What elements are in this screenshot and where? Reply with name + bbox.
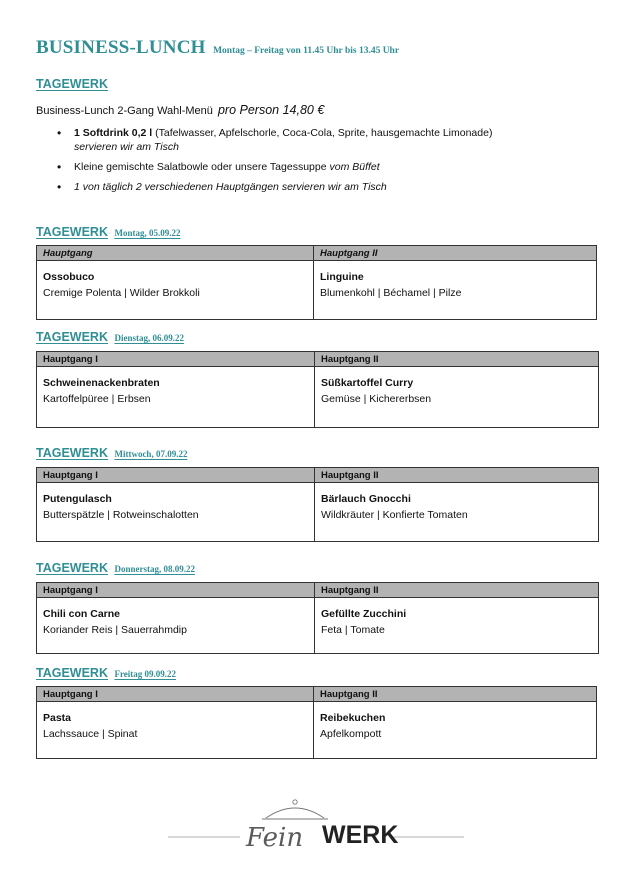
day-label: TAGEWERK [36,561,108,575]
logo-script-text: Fein [246,823,304,853]
menu-table-tuesday [36,351,599,428]
table-row [37,598,599,654]
bullet-italic: vom Büffet [329,161,380,173]
dish-sides: Cremige Polenta | Wilder Brokkoli [43,287,200,299]
day-heading-friday [36,664,176,682]
table-cell [314,261,597,320]
day-heading-thursday [36,559,195,577]
dish-name: Pasta [43,712,72,724]
title-subtitle: Montag – Freitag von 11.45 Uhr bis 13.45 Uhr [213,46,400,56]
dish-name: Putengulasch [43,493,112,505]
intro-line [36,103,324,117]
logo-bold-text: WERK [322,821,399,849]
day-heading-wednesday [36,444,187,462]
cloche-icon [262,800,328,819]
dish-name: Süßkartoffel Curry [321,377,414,389]
section-heading: TAGEWERK [36,77,108,91]
dish-sides: Apfelkompott [320,728,382,740]
table-header-row [37,468,599,483]
table-cell [315,367,599,428]
dish-name: Schweinenackenbraten [43,377,160,389]
dish-sides: Butterspätzle | Rotweinschalotten [43,509,199,521]
list-item [57,160,617,174]
day-date: Donnerstag, 08.09.22 [114,564,195,574]
menu-table-friday [36,686,597,759]
dish-sides: Feta | Tomate [321,624,385,636]
column-header: Hauptgang I [37,468,315,483]
table-cell [37,261,314,320]
feinwerk-logo [168,796,464,856]
day-label: TAGEWERK [36,330,108,344]
intro-text: Business-Lunch 2-Gang Wahl-Menü [36,105,213,117]
bullet-text: Kleine gemischte Salatbowle oder unsere Tagessuppe [74,161,330,173]
column-header: Hauptgang I [37,583,315,598]
table-row [37,483,599,542]
dish-sides: Gemüse | Kichererbsen [321,393,432,405]
dish-sides: Lachssauce | Spinat [43,728,138,740]
intro-price: pro Person 14,80 € [217,103,325,117]
dish-name: Gefüllte Zucchini [321,608,407,620]
dish-name: Bärlauch Gnocchi [321,493,411,505]
day-label: TAGEWERK [36,666,108,680]
page-title [36,37,399,59]
table-cell [315,483,599,542]
table-cell [37,367,315,428]
table-cell [37,598,315,654]
column-header: Hauptgang I [37,352,315,367]
table-cell [315,598,599,654]
table-cell [314,702,597,759]
day-heading-tuesday [36,328,184,346]
included-items-list [57,126,617,200]
table-header-row [37,246,597,261]
list-item [57,126,617,154]
column-header: Hauptgang [37,246,314,261]
day-date: Montag, 05.09.22 [114,228,181,238]
table-cell [37,483,315,542]
table-row [37,367,599,428]
bullet-italic: 1 von täglich 2 verschiedenen Hauptgängen servieren wir am Tisch [74,181,387,193]
dish-sides: Wildkräuter | Konfierte Tomaten [321,509,468,521]
day-label: TAGEWERK [36,446,108,460]
column-header: Hauptgang II [315,352,599,367]
dish-sides: Koriander Reis | Sauerrahmdip [43,624,187,636]
menu-table-thursday [36,582,599,654]
column-header: Hauptgang II [314,687,597,702]
dish-name: Chili con Carne [43,608,121,620]
column-header: Hauptgang II [314,246,597,261]
dish-name: Reibekuchen [320,712,386,724]
column-header: Hauptgang II [315,468,599,483]
menu-table-wednesday [36,467,599,542]
day-label: TAGEWERK [36,225,108,239]
dish-name: Ossobuco [43,271,95,283]
day-date: Dienstag, 06.09.22 [114,333,184,343]
table-row [37,702,597,759]
day-heading-monday [36,223,180,241]
bullet-text: (Tafelwasser, Apfelschorle, Coca-Cola, Sprite, hausgemachte Limonade) [152,127,493,139]
day-date: Freitag 09.09.22 [114,669,177,679]
day-date: Mittwoch, 07.09.22 [114,449,188,459]
column-header: Hauptgang I [37,687,314,702]
menu-table-monday [36,245,597,320]
table-header-row [37,352,599,367]
column-header: Hauptgang II [315,583,599,598]
dish-sides: Blumenkohl | Béchamel | Pilze [320,287,462,299]
table-row [37,261,597,320]
table-cell [37,702,314,759]
dish-sides: Kartoffelpüree | Erbsen [43,393,151,405]
bullet-italic: servieren wir am Tisch [74,141,179,153]
title-main: BUSINESS-LUNCH [36,37,206,58]
table-header-row [37,687,597,702]
dish-name: Linguine [320,271,364,283]
list-item [57,180,617,194]
bullet-bold: 1 Softdrink 0,2 l [74,127,153,139]
table-header-row [37,583,599,598]
